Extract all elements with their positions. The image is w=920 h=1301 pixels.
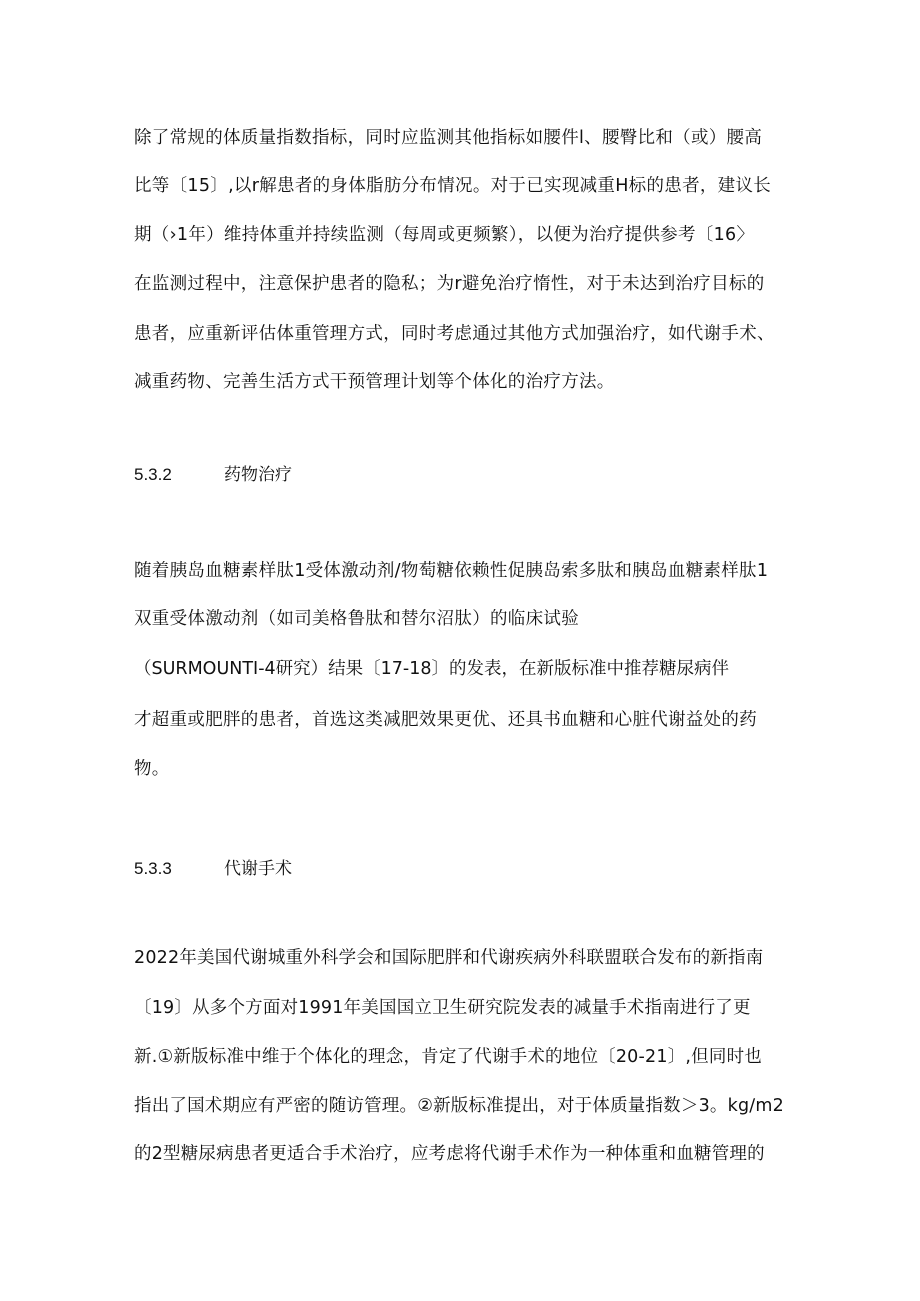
text-line: 减重药物、完善生活方式干预管理计划等个体化的治疗方法。 — [134, 372, 615, 392]
section-heading-drug-therapy — [134, 463, 292, 487]
section-number: 5.3.2 — [134, 465, 172, 484]
text-line: 除了常规的体质量指数指标，同时应监测其他指标如腰件l、腰臀比和（或）腰高 — [134, 128, 763, 148]
text-line: 的2型糖尿病患者更适合手术治疗，应考虑将代谢手术作为一种体重和血糖管理的 — [134, 1144, 765, 1164]
text-line: 患者，应重新评估体重管理方式，同时考虑通过其他方式加强治疗，如代谢手术、 — [134, 324, 775, 344]
text-line: 期（›1年）维持体重并持续监测（每周或更频繁），以便为治疗提供参考〔16〉 — [134, 225, 755, 245]
section-heading-metabolic-surgery — [134, 857, 292, 881]
text-line: 物。 — [134, 759, 170, 779]
text-line: 比等〔15〕,以r解患者的身体脂肪分布情况。对于已实现减重H标的患者，建议长 — [134, 176, 772, 196]
text-line: 〔19〕从多个方面对1991年美国国立卫生研究院发表的减量手术指南进行了更 — [134, 998, 751, 1018]
text-line: （SURMOUNTI-4研究）结果〔17-18〕的发表，在新版标准中推荐糖尿病伴 — [134, 659, 729, 679]
text-line: 新.①新版标准中维于个体化的理念，肯定了代谢手术的地位〔20-21〕,但同时也 — [134, 1047, 762, 1067]
text-line: 指出了国术期应有严密的随访管理。②新版标准提出，对于体质量指数＞3。kg∕m2 — [134, 1096, 784, 1116]
text-line: 在监测过程中，注意保护患者的隐私；为r避免治疗惰性，对于未达到治疗目标的 — [134, 274, 765, 294]
section-title: 代谢手术 — [224, 859, 292, 879]
text-line: 才超重或肥胖的患者，首选这类减肥效果更优、还具书血糖和心脏代谢益处的药 — [134, 710, 757, 730]
section-title: 药物治疗 — [224, 465, 292, 485]
text-line: 随着胰岛血糖素样肽1受体激动剂/物萄糖依赖性促胰岛索多肽和胰岛血糖素样肽1 — [134, 561, 769, 581]
text-line: 双重受体激动剂（如司美格鲁肽和替尔沼肽）的临床试验 — [134, 609, 579, 629]
section-number: 5.3.3 — [134, 859, 172, 878]
text-line: 2022年美国代谢城重外科学会和国际肥胖和代谢疾病外科联盟联合发布的新指南 — [134, 948, 764, 968]
